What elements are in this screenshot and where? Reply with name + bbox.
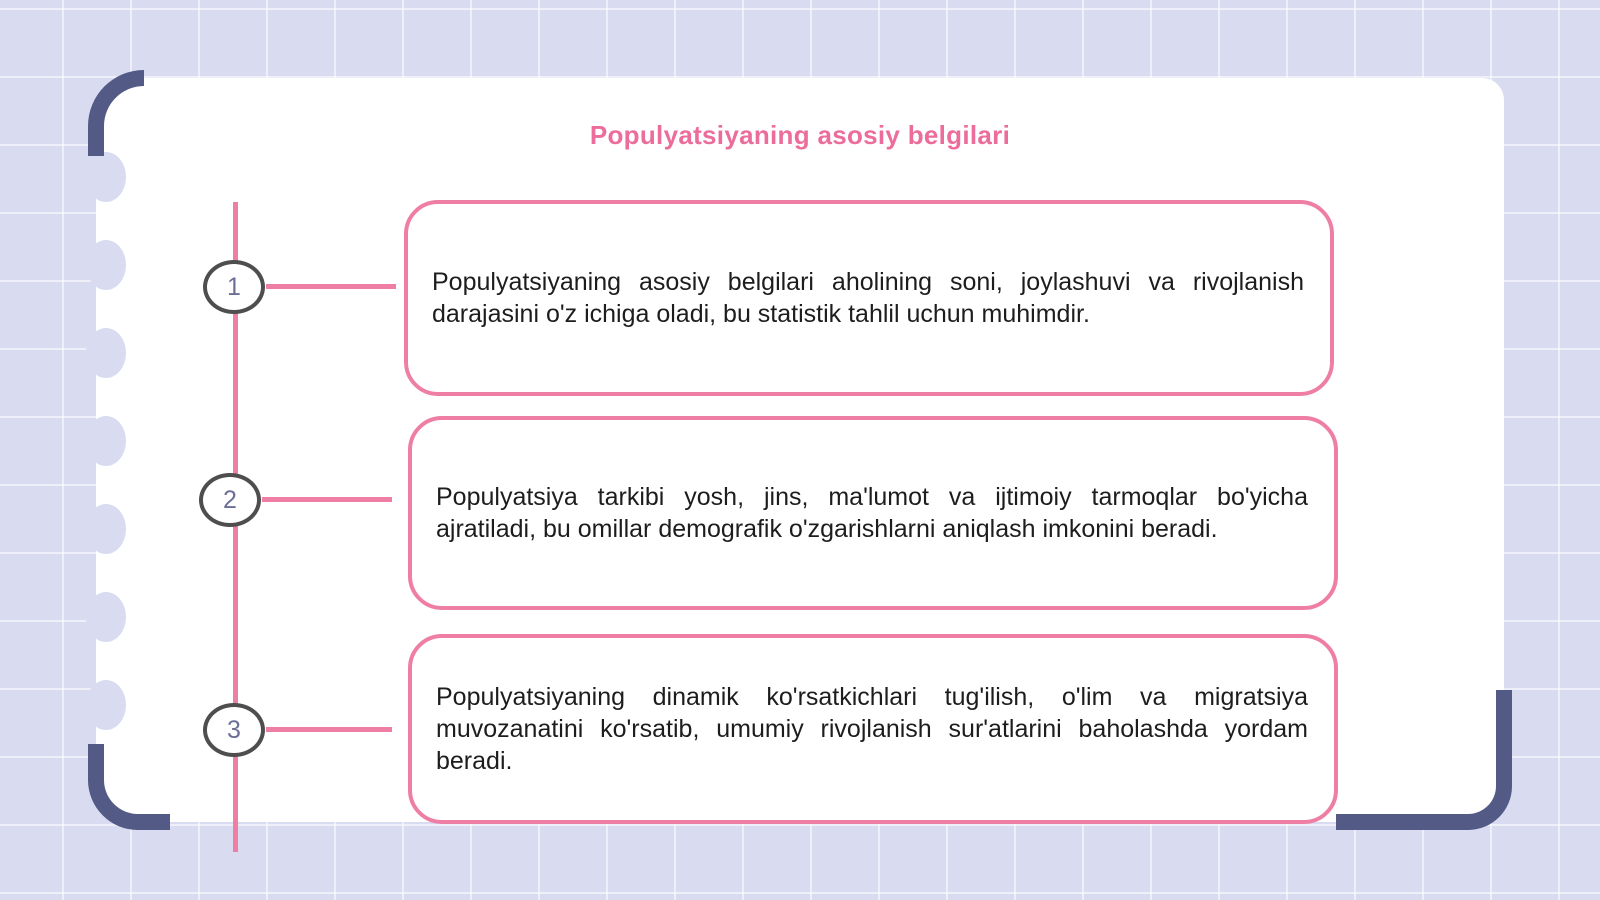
corner-bracket-top-left xyxy=(88,70,144,156)
card-edge-scallop xyxy=(86,416,126,466)
connector-line-2 xyxy=(262,497,392,502)
step-number-3: 3 xyxy=(203,703,265,757)
card-edge-scallop xyxy=(86,152,126,202)
step-number-1: 1 xyxy=(203,260,265,314)
corner-bracket-bottom-right xyxy=(1336,690,1512,830)
card-edge-scallop xyxy=(86,680,126,730)
info-box-3 xyxy=(408,634,1338,824)
info-box-2 xyxy=(408,416,1338,610)
card-edge-scallop xyxy=(86,592,126,642)
connector-line-1 xyxy=(266,284,396,289)
card-edge-scallop xyxy=(86,240,126,290)
card-edge-scallop xyxy=(86,504,126,554)
info-box-text: Populyatsiya tarkibi yosh, jins, ma'lumot va ijtimoiy tarmoqlar bo'yicha ajratiladi, bu omillar demografik o'zgarishlarni aniqlash imkonini beradi. xyxy=(436,483,1308,543)
corner-bracket-bottom-left xyxy=(88,744,170,830)
step-number-2: 2 xyxy=(199,473,261,527)
info-box-1 xyxy=(404,200,1334,396)
info-box-text: Populyatsiyaning asosiy belgilari aholining soni, joylashuvi va rivojlanish darajasini o'z ichiga oladi, bu statistik tahlil uchun muhimdir. xyxy=(432,268,1304,328)
connector-line-3 xyxy=(266,727,392,732)
slide-title: Populyatsiyaning asosiy belgilari xyxy=(589,120,1011,150)
card-edge-scallop xyxy=(86,328,126,378)
info-box-text: Populyatsiyaning dinamik ko'rsatkichlari tug'ilish, o'lim va migratsiya muvozanatini ko'rsatib, umumiy rivojlanish sur'atlarini baholashda yordam beradi. xyxy=(436,683,1308,775)
